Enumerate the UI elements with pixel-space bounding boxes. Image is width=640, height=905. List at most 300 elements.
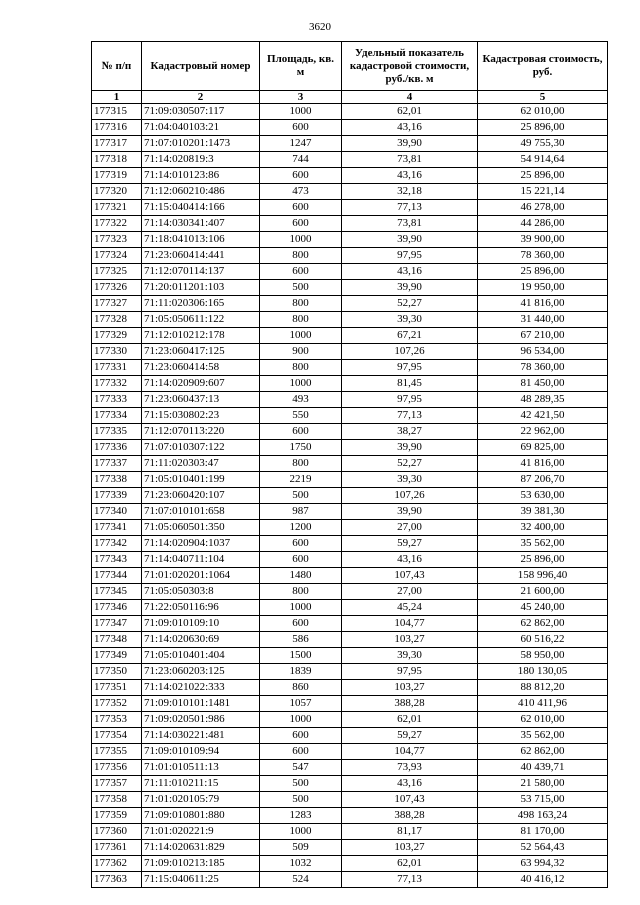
cell-cadastral-number: 71:14:030341:407 — [142, 216, 260, 232]
table-row — [92, 392, 608, 408]
table-row — [92, 680, 608, 696]
cell-cadastral-value: 46 278,00 — [478, 200, 608, 216]
cell-cadastral-number: 71:20:011201:103 — [142, 280, 260, 296]
cell-area: 1032 — [260, 856, 342, 872]
cell-index: 177355 — [92, 744, 142, 760]
cell-cadastral-number: 71:14:040711:104 — [142, 552, 260, 568]
cell-cadastral-value: 60 516,22 — [478, 632, 608, 648]
cell-unit-rate: 107,26 — [342, 488, 478, 504]
cell-cadastral-number: 71:22:050116:96 — [142, 600, 260, 616]
cell-cadastral-value: 41 816,00 — [478, 456, 608, 472]
cell-unit-rate: 38,27 — [342, 424, 478, 440]
cell-cadastral-value: 54 914,64 — [478, 152, 608, 168]
table-row — [92, 536, 608, 552]
column-number: 4 — [342, 91, 478, 104]
cell-area: 900 — [260, 344, 342, 360]
cell-cadastral-value: 39 381,30 — [478, 504, 608, 520]
cell-cadastral-number: 71:12:060210:486 — [142, 184, 260, 200]
cell-cadastral-number: 71:09:010109:10 — [142, 616, 260, 632]
table-row — [92, 728, 608, 744]
table-row — [92, 184, 608, 200]
column-header-cadastral-number: Кадастровый номер — [142, 42, 260, 91]
cell-area: 600 — [260, 552, 342, 568]
cell-cadastral-number: 71:12:070114:137 — [142, 264, 260, 280]
cell-unit-rate: 103,27 — [342, 680, 478, 696]
cell-area: 600 — [260, 536, 342, 552]
cell-cadastral-value: 22 962,00 — [478, 424, 608, 440]
cell-area: 524 — [260, 872, 342, 888]
cell-index: 177345 — [92, 584, 142, 600]
cell-area: 600 — [260, 744, 342, 760]
cell-index: 177315 — [92, 104, 142, 120]
cell-unit-rate: 107,26 — [342, 344, 478, 360]
cell-cadastral-number: 71:09:020501:986 — [142, 712, 260, 728]
cell-area: 600 — [260, 168, 342, 184]
cell-cadastral-number: 71:12:070113:220 — [142, 424, 260, 440]
cell-index: 177344 — [92, 568, 142, 584]
cell-unit-rate: 97,95 — [342, 392, 478, 408]
cell-cadastral-number: 71:12:010212:178 — [142, 328, 260, 344]
table-row — [92, 600, 608, 616]
cell-cadastral-number: 71:14:021022:333 — [142, 680, 260, 696]
cell-unit-rate: 39,90 — [342, 232, 478, 248]
table-row — [92, 504, 608, 520]
cell-area: 1750 — [260, 440, 342, 456]
cell-index: 177335 — [92, 424, 142, 440]
table-row — [92, 856, 608, 872]
cell-cadastral-number: 71:04:040103:21 — [142, 120, 260, 136]
cell-index: 177349 — [92, 648, 142, 664]
cell-unit-rate: 59,27 — [342, 536, 478, 552]
cell-area: 500 — [260, 776, 342, 792]
cell-cadastral-number: 71:05:050303:8 — [142, 584, 260, 600]
cell-area: 1000 — [260, 232, 342, 248]
cell-cadastral-value: 96 534,00 — [478, 344, 608, 360]
column-number: 1 — [92, 91, 142, 104]
cell-index: 177353 — [92, 712, 142, 728]
cell-cadastral-number: 71:23:060437:13 — [142, 392, 260, 408]
cell-index: 177342 — [92, 536, 142, 552]
cell-cadastral-value: 25 896,00 — [478, 168, 608, 184]
cell-cadastral-value: 42 421,50 — [478, 408, 608, 424]
cell-cadastral-number: 71:23:060417:125 — [142, 344, 260, 360]
cell-cadastral-number: 71:11:020303:47 — [142, 456, 260, 472]
cell-unit-rate: 43,16 — [342, 168, 478, 184]
cell-cadastral-value: 81 170,00 — [478, 824, 608, 840]
cell-area: 1000 — [260, 376, 342, 392]
cell-cadastral-number: 71:01:020105:79 — [142, 792, 260, 808]
cell-area: 586 — [260, 632, 342, 648]
table-row — [92, 440, 608, 456]
cell-index: 177363 — [92, 872, 142, 888]
table-row — [92, 472, 608, 488]
cell-unit-rate: 107,43 — [342, 568, 478, 584]
cell-cadastral-value: 78 360,00 — [478, 248, 608, 264]
cell-cadastral-number: 71:07:010201:1473 — [142, 136, 260, 152]
cell-area: 600 — [260, 200, 342, 216]
cell-cadastral-value: 19 950,00 — [478, 280, 608, 296]
cell-cadastral-number: 71:15:030802:23 — [142, 408, 260, 424]
cell-unit-rate: 97,95 — [342, 664, 478, 680]
cell-unit-rate: 27,00 — [342, 520, 478, 536]
cell-unit-rate: 73,93 — [342, 760, 478, 776]
table-row — [92, 712, 608, 728]
table-row — [92, 616, 608, 632]
cell-area: 1839 — [260, 664, 342, 680]
cell-cadastral-number: 71:14:020631:829 — [142, 840, 260, 856]
cell-unit-rate: 39,30 — [342, 312, 478, 328]
table-row — [92, 136, 608, 152]
cell-cadastral-value: 31 440,00 — [478, 312, 608, 328]
table-row — [92, 424, 608, 440]
cell-cadastral-value: 410 411,96 — [478, 696, 608, 712]
cell-cadastral-value: 15 221,14 — [478, 184, 608, 200]
cell-cadastral-value: 62 010,00 — [478, 712, 608, 728]
cell-index: 177324 — [92, 248, 142, 264]
cell-area: 1247 — [260, 136, 342, 152]
cell-unit-rate: 27,00 — [342, 584, 478, 600]
cell-cadastral-number: 71:05:010401:404 — [142, 648, 260, 664]
cell-index: 177317 — [92, 136, 142, 152]
cell-index: 177321 — [92, 200, 142, 216]
cell-cadastral-number: 71:14:020630:69 — [142, 632, 260, 648]
cell-unit-rate: 32,18 — [342, 184, 478, 200]
cell-index: 177320 — [92, 184, 142, 200]
cell-unit-rate: 73,81 — [342, 216, 478, 232]
cell-cadastral-number: 71:09:010801:880 — [142, 808, 260, 824]
cell-cadastral-number: 71:23:060420:107 — [142, 488, 260, 504]
cell-unit-rate: 43,16 — [342, 120, 478, 136]
cell-area: 800 — [260, 312, 342, 328]
table-row — [92, 376, 608, 392]
cell-area: 500 — [260, 488, 342, 504]
cell-unit-rate: 52,27 — [342, 456, 478, 472]
cell-cadastral-number: 71:23:060414:441 — [142, 248, 260, 264]
cell-area: 2219 — [260, 472, 342, 488]
cell-unit-rate: 52,27 — [342, 296, 478, 312]
cell-unit-rate: 43,16 — [342, 264, 478, 280]
cell-cadastral-value: 53 630,00 — [478, 488, 608, 504]
table-row — [92, 568, 608, 584]
table-header-row — [92, 42, 608, 91]
cell-area: 1057 — [260, 696, 342, 712]
cell-index: 177352 — [92, 696, 142, 712]
cell-cadastral-value: 45 240,00 — [478, 600, 608, 616]
cell-unit-rate: 81,17 — [342, 824, 478, 840]
cell-cadastral-value: 180 130,05 — [478, 664, 608, 680]
page-number: 3620 — [309, 21, 331, 33]
cell-area: 1000 — [260, 712, 342, 728]
cell-index: 177322 — [92, 216, 142, 232]
cell-cadastral-number: 71:23:060414:58 — [142, 360, 260, 376]
cell-cadastral-value: 62 010,00 — [478, 104, 608, 120]
cell-area: 600 — [260, 424, 342, 440]
column-header-area: Площадь, кв. м — [260, 42, 342, 91]
cell-area: 744 — [260, 152, 342, 168]
cell-cadastral-value: 87 206,70 — [478, 472, 608, 488]
cell-cadastral-number: 71:11:010211:15 — [142, 776, 260, 792]
cell-area: 600 — [260, 616, 342, 632]
cell-cadastral-value: 58 950,00 — [478, 648, 608, 664]
table-row — [92, 456, 608, 472]
cell-index: 177339 — [92, 488, 142, 504]
cell-unit-rate: 103,27 — [342, 632, 478, 648]
cell-area: 800 — [260, 248, 342, 264]
cell-cadastral-number: 71:14:020909:607 — [142, 376, 260, 392]
cell-area: 1283 — [260, 808, 342, 824]
cell-index: 177330 — [92, 344, 142, 360]
cell-cadastral-value: 41 816,00 — [478, 296, 608, 312]
table-row — [92, 296, 608, 312]
cell-cadastral-number: 71:01:010511:13 — [142, 760, 260, 776]
table-row — [92, 312, 608, 328]
cell-cadastral-value: 40 416,12 — [478, 872, 608, 888]
cell-index: 177361 — [92, 840, 142, 856]
cell-area: 800 — [260, 456, 342, 472]
cell-cadastral-value: 35 562,00 — [478, 536, 608, 552]
cell-area: 509 — [260, 840, 342, 856]
cell-cadastral-value: 25 896,00 — [478, 552, 608, 568]
cell-unit-rate: 97,95 — [342, 360, 478, 376]
cell-unit-rate: 45,24 — [342, 600, 478, 616]
column-header-cadastral-value: Кадастровая стоимость, руб. — [478, 42, 608, 91]
cell-unit-rate: 77,13 — [342, 872, 478, 888]
cell-unit-rate: 388,28 — [342, 696, 478, 712]
cell-unit-rate: 39,90 — [342, 136, 478, 152]
cell-unit-rate: 62,01 — [342, 856, 478, 872]
cell-area: 1000 — [260, 824, 342, 840]
cell-index: 177327 — [92, 296, 142, 312]
cell-cadastral-number: 71:14:020904:1037 — [142, 536, 260, 552]
cell-cadastral-number: 71:15:040611:25 — [142, 872, 260, 888]
table-row — [92, 152, 608, 168]
table-row — [92, 664, 608, 680]
cell-cadastral-value: 62 862,00 — [478, 744, 608, 760]
cell-index: 177337 — [92, 456, 142, 472]
cell-index: 177331 — [92, 360, 142, 376]
cell-cadastral-value: 25 896,00 — [478, 120, 608, 136]
cell-unit-rate: 103,27 — [342, 840, 478, 856]
cell-area: 800 — [260, 584, 342, 600]
cell-cadastral-value: 63 994,32 — [478, 856, 608, 872]
cell-area: 800 — [260, 360, 342, 376]
cell-index: 177325 — [92, 264, 142, 280]
table-row — [92, 648, 608, 664]
column-number: 3 — [260, 91, 342, 104]
cell-cadastral-value: 44 286,00 — [478, 216, 608, 232]
cell-index: 177332 — [92, 376, 142, 392]
table-row — [92, 200, 608, 216]
cell-area: 860 — [260, 680, 342, 696]
cell-cadastral-number: 71:14:020819:3 — [142, 152, 260, 168]
cell-unit-rate: 62,01 — [342, 104, 478, 120]
cell-cadastral-number: 71:09:030507:117 — [142, 104, 260, 120]
cell-index: 177329 — [92, 328, 142, 344]
cell-cadastral-value: 21 580,00 — [478, 776, 608, 792]
cell-area: 600 — [260, 120, 342, 136]
cell-cadastral-number: 71:14:030221:481 — [142, 728, 260, 744]
cell-cadastral-number: 71:14:010123:86 — [142, 168, 260, 184]
cadastral-value-table — [91, 41, 608, 888]
cell-cadastral-value: 49 755,30 — [478, 136, 608, 152]
cell-area: 493 — [260, 392, 342, 408]
table-row — [92, 120, 608, 136]
cell-cadastral-value: 498 163,24 — [478, 808, 608, 824]
cell-area: 1500 — [260, 648, 342, 664]
cell-index: 177357 — [92, 776, 142, 792]
cell-unit-rate: 97,95 — [342, 248, 478, 264]
cell-area: 500 — [260, 792, 342, 808]
cell-index: 177358 — [92, 792, 142, 808]
table-row — [92, 488, 608, 504]
cell-unit-rate: 104,77 — [342, 616, 478, 632]
cell-index: 177334 — [92, 408, 142, 424]
cell-index: 177346 — [92, 600, 142, 616]
cell-index: 177323 — [92, 232, 142, 248]
table-row — [92, 744, 608, 760]
cell-cadastral-value: 67 210,00 — [478, 328, 608, 344]
cell-cadastral-value: 40 439,71 — [478, 760, 608, 776]
cell-index: 177350 — [92, 664, 142, 680]
cell-cadastral-number: 71:09:010101:1481 — [142, 696, 260, 712]
cell-area: 500 — [260, 280, 342, 296]
table-row — [92, 104, 608, 120]
cell-index: 177333 — [92, 392, 142, 408]
cell-index: 177343 — [92, 552, 142, 568]
table-row — [92, 168, 608, 184]
cell-cadastral-number: 71:05:010401:199 — [142, 472, 260, 488]
cell-unit-rate: 67,21 — [342, 328, 478, 344]
cell-cadastral-number: 71:11:020306:165 — [142, 296, 260, 312]
table-row — [92, 232, 608, 248]
cell-cadastral-value: 62 862,00 — [478, 616, 608, 632]
table-row — [92, 360, 608, 376]
table-row — [92, 408, 608, 424]
cell-unit-rate: 39,90 — [342, 280, 478, 296]
cell-cadastral-number: 71:07:010307:122 — [142, 440, 260, 456]
cell-unit-rate: 107,43 — [342, 792, 478, 808]
cell-index: 177328 — [92, 312, 142, 328]
table-row — [92, 824, 608, 840]
cell-unit-rate: 59,27 — [342, 728, 478, 744]
cell-unit-rate: 43,16 — [342, 776, 478, 792]
table-row — [92, 696, 608, 712]
cell-area: 1000 — [260, 104, 342, 120]
cell-index: 177360 — [92, 824, 142, 840]
table-row — [92, 840, 608, 856]
cell-index: 177359 — [92, 808, 142, 824]
cell-index: 177351 — [92, 680, 142, 696]
cell-area: 1200 — [260, 520, 342, 536]
cell-area: 473 — [260, 184, 342, 200]
cell-area: 600 — [260, 264, 342, 280]
cell-index: 177336 — [92, 440, 142, 456]
column-header-index: № п/п — [92, 42, 142, 91]
cell-cadastral-value: 21 600,00 — [478, 584, 608, 600]
table-row — [92, 248, 608, 264]
cell-cadastral-number: 71:07:010101:658 — [142, 504, 260, 520]
cell-area: 600 — [260, 728, 342, 744]
cell-unit-rate: 39,30 — [342, 472, 478, 488]
cell-cadastral-value: 48 289,35 — [478, 392, 608, 408]
cell-cadastral-value: 32 400,00 — [478, 520, 608, 536]
cell-cadastral-number: 71:23:060203:125 — [142, 664, 260, 680]
cell-unit-rate: 388,28 — [342, 808, 478, 824]
cell-index: 177356 — [92, 760, 142, 776]
cell-cadastral-value: 35 562,00 — [478, 728, 608, 744]
table-row — [92, 328, 608, 344]
cell-unit-rate: 39,90 — [342, 440, 478, 456]
cell-area: 1000 — [260, 600, 342, 616]
cell-index: 177362 — [92, 856, 142, 872]
table-row — [92, 552, 608, 568]
table-row — [92, 264, 608, 280]
cell-cadastral-value: 69 825,00 — [478, 440, 608, 456]
cell-index: 177348 — [92, 632, 142, 648]
cell-cadastral-value: 78 360,00 — [478, 360, 608, 376]
table-row — [92, 776, 608, 792]
cell-cadastral-value: 81 450,00 — [478, 376, 608, 392]
cell-area: 600 — [260, 216, 342, 232]
cell-cadastral-value: 88 812,20 — [478, 680, 608, 696]
table-row — [92, 872, 608, 888]
table-row — [92, 520, 608, 536]
cell-cadastral-number: 71:18:041013:106 — [142, 232, 260, 248]
table-row — [92, 808, 608, 824]
cell-unit-rate: 39,90 — [342, 504, 478, 520]
cell-index: 177316 — [92, 120, 142, 136]
cell-area: 547 — [260, 760, 342, 776]
table-row — [92, 760, 608, 776]
cell-cadastral-value: 39 900,00 — [478, 232, 608, 248]
cell-unit-rate: 81,45 — [342, 376, 478, 392]
table-row — [92, 632, 608, 648]
cell-unit-rate: 104,77 — [342, 744, 478, 760]
cell-unit-rate: 77,13 — [342, 200, 478, 216]
table-row — [92, 216, 608, 232]
cell-index: 177340 — [92, 504, 142, 520]
cell-cadastral-number: 71:01:020221:9 — [142, 824, 260, 840]
cell-unit-rate: 73,81 — [342, 152, 478, 168]
cell-index: 177319 — [92, 168, 142, 184]
cell-area: 1000 — [260, 328, 342, 344]
column-number: 5 — [478, 91, 608, 104]
table-row — [92, 280, 608, 296]
cell-area: 800 — [260, 296, 342, 312]
column-number: 2 — [142, 91, 260, 104]
table-body — [92, 104, 608, 888]
cell-cadastral-value: 25 896,00 — [478, 264, 608, 280]
cell-index: 177347 — [92, 616, 142, 632]
table-row — [92, 792, 608, 808]
cell-cadastral-value: 52 564,43 — [478, 840, 608, 856]
cell-unit-rate: 43,16 — [342, 552, 478, 568]
cell-cadastral-number: 71:09:010213:185 — [142, 856, 260, 872]
cell-cadastral-number: 71:15:040414:166 — [142, 200, 260, 216]
cell-index: 177326 — [92, 280, 142, 296]
cell-unit-rate: 62,01 — [342, 712, 478, 728]
table-row — [92, 584, 608, 600]
cell-cadastral-number: 71:05:050611:122 — [142, 312, 260, 328]
cell-area: 987 — [260, 504, 342, 520]
cell-area: 1480 — [260, 568, 342, 584]
cell-index: 177338 — [92, 472, 142, 488]
cell-cadastral-value: 158 996,40 — [478, 568, 608, 584]
column-number-row — [92, 91, 608, 104]
cell-cadastral-number: 71:01:020201:1064 — [142, 568, 260, 584]
cell-index: 177318 — [92, 152, 142, 168]
cell-cadastral-number: 71:09:010109:94 — [142, 744, 260, 760]
